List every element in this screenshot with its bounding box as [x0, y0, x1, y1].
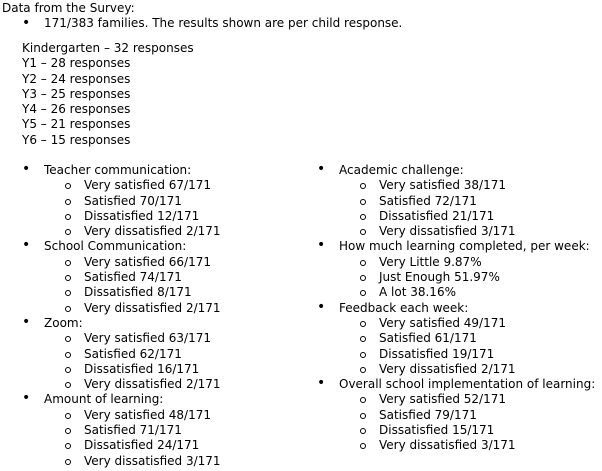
response-text: Very dissatisfied 3/171 — [379, 438, 516, 453]
circle-bullet-icon — [65, 306, 71, 312]
response-text: Satisfied 70/171 — [84, 193, 182, 208]
category-title: How much learning completed, per week: — [339, 239, 590, 254]
year-group-item: Y1 – 28 responses — [22, 56, 131, 71]
year-group-item: Y5 – 21 responses — [22, 117, 131, 132]
circle-bullet-icon — [65, 443, 71, 449]
category-title: School Communication: — [44, 239, 187, 254]
bullet-dot-icon: • — [22, 161, 31, 177]
response-text: Dissatisfied 16/171 — [84, 361, 200, 376]
response-text: Satisfied 61/171 — [379, 331, 477, 346]
circle-bullet-icon — [65, 260, 71, 266]
response-text: Dissatisfied 12/171 — [84, 208, 200, 223]
circle-bullet-icon — [360, 428, 366, 434]
circle-bullet-icon — [65, 382, 71, 388]
response-text: Very dissatisfied 2/171 — [84, 300, 221, 315]
response-text: Very satisfied 66/171 — [84, 254, 211, 269]
category-title: Teacher communication: — [44, 163, 192, 177]
circle-bullet-icon — [360, 183, 366, 189]
category-title: Amount of learning: — [44, 392, 164, 407]
response-text: Satisfied 79/171 — [379, 407, 477, 422]
circle-bullet-icon — [65, 336, 71, 342]
year-group-item: Y4 – 26 responses — [22, 102, 131, 117]
circle-bullet-icon — [65, 199, 71, 205]
response-text: Very satisfied 63/171 — [84, 331, 211, 346]
circle-bullet-icon — [65, 459, 71, 465]
bullet-dot-icon: • — [22, 15, 31, 31]
response-text: Very satisfied 52/171 — [379, 392, 506, 407]
circle-bullet-icon — [360, 336, 366, 342]
circle-bullet-icon — [65, 428, 71, 434]
response-text: Dissatisfied 8/171 — [84, 285, 192, 300]
circle-bullet-icon — [360, 443, 366, 449]
circle-bullet-icon — [65, 413, 71, 419]
year-group-item: Y2 – 24 responses — [22, 71, 131, 86]
circle-bullet-icon — [65, 367, 71, 373]
response-text: Very dissatisfied 3/171 — [84, 453, 221, 468]
response-text: Dissatisfied 19/171 — [379, 346, 495, 361]
bullet-dot-icon: • — [317, 161, 326, 177]
response-text: Very dissatisfied 2/171 — [379, 361, 516, 376]
year-group-list — [22, 41, 194, 148]
circle-bullet-icon — [65, 275, 71, 281]
year-group-item: Kindergarten – 32 responses — [22, 41, 194, 55]
bullet-dot-icon: • — [22, 313, 31, 330]
circle-bullet-icon — [360, 275, 366, 281]
circle-bullet-icon — [360, 352, 366, 358]
response-text: Dissatisfied 15/171 — [379, 423, 495, 438]
bullet-dot-icon: • — [317, 298, 326, 315]
circle-bullet-icon — [360, 413, 366, 419]
response-text: Very dissatisfied 3/171 — [379, 224, 516, 239]
circle-bullet-icon — [65, 290, 71, 296]
survey-heading: Data from the Survey: — [2, 1, 135, 15]
response-text: Dissatisfied 21/171 — [379, 208, 495, 223]
response-text: Very dissatisfied 2/171 — [84, 377, 221, 392]
circle-bullet-icon — [360, 199, 366, 205]
response-text: Very satisfied 49/171 — [379, 315, 506, 330]
response-text: Dissatisfied 24/171 — [84, 438, 200, 453]
response-text: A lot 38.16% — [379, 285, 456, 300]
category-title: Zoom: — [44, 315, 83, 330]
circle-bullet-icon — [65, 214, 71, 220]
circle-bullet-icon — [360, 397, 366, 403]
circle-bullet-icon — [360, 229, 366, 235]
category-title: Overall school implementation of learning: — [339, 377, 596, 392]
circle-bullet-icon — [360, 321, 366, 327]
response-text: Very Little 9.87% — [379, 254, 482, 269]
bullet-dot-icon: • — [317, 375, 326, 392]
year-group-item: Y3 – 25 responses — [22, 86, 131, 101]
circle-bullet-icon — [360, 367, 366, 373]
response-text: Satisfied 62/171 — [84, 346, 182, 361]
circle-bullet-icon — [65, 229, 71, 235]
bullet-dot-icon: • — [22, 390, 31, 407]
response-text: Very satisfied 38/171 — [379, 178, 506, 193]
circle-bullet-icon — [65, 183, 71, 189]
category-title: Academic challenge: — [339, 163, 464, 177]
circle-bullet-icon — [360, 214, 366, 220]
category-title: Feedback each week: — [339, 300, 469, 315]
intro-text: 171/383 families. The results shown are per child response. — [44, 16, 403, 30]
response-text: Satisfied 71/171 — [84, 423, 182, 438]
response-text: Very satisfied 67/171 — [84, 178, 211, 193]
bullet-dot-icon: • — [22, 237, 31, 254]
circle-bullet-icon — [360, 290, 366, 296]
response-text: Just Enough 51.97% — [379, 270, 500, 285]
year-group-item: Y6 – 15 responses — [22, 132, 131, 147]
response-text: Satisfied 72/171 — [379, 193, 477, 208]
circle-bullet-icon — [65, 352, 71, 358]
bullet-dot-icon: • — [317, 237, 326, 254]
response-text: Satisfied 74/171 — [84, 270, 182, 285]
circle-bullet-icon — [360, 260, 366, 266]
response-text: Very dissatisfied 2/171 — [84, 224, 221, 239]
response-text: Very satisfied 48/171 — [84, 407, 211, 422]
